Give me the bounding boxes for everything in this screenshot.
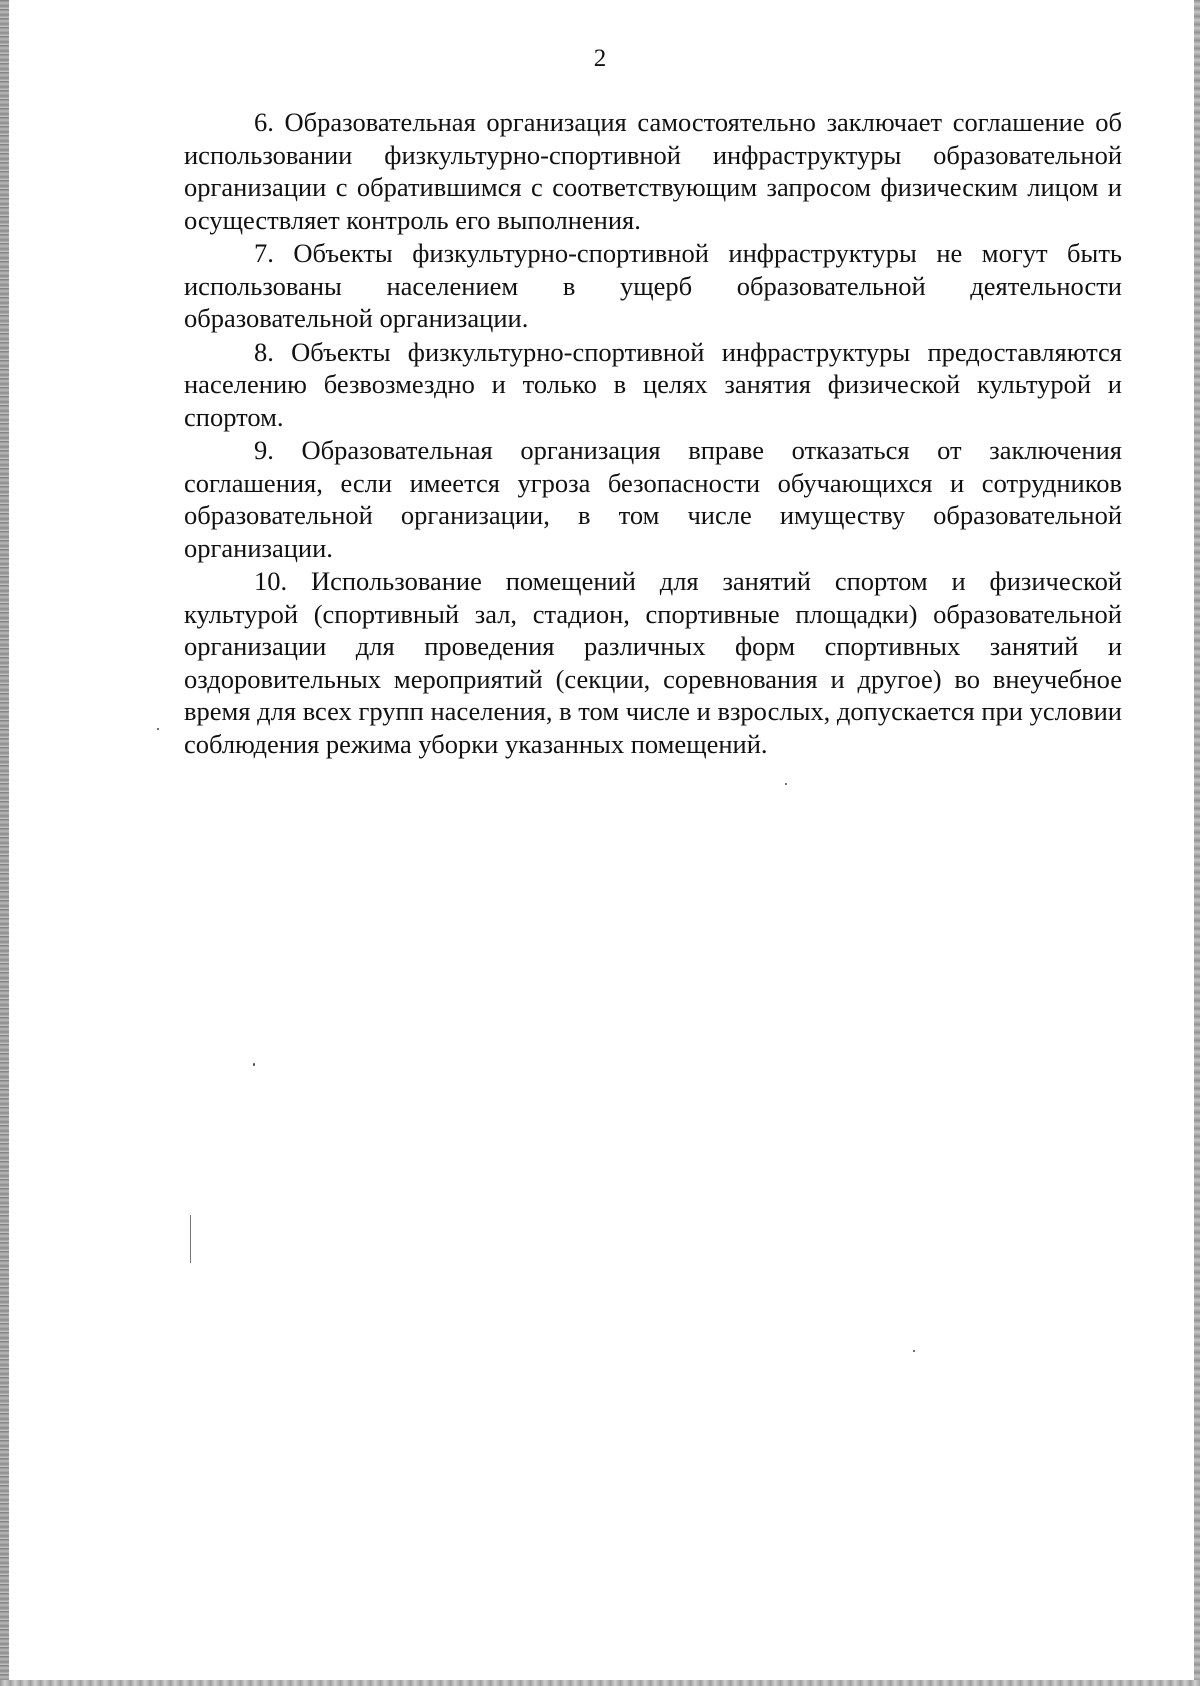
paragraph-6: 6. Образовательная организация самостоятельно заключает соглашение об использовании физкультурно-спортивной инфраструктуры образовательной организации с обратившимся с соответствующим запросом физическим лицом и осуществляет контроль его выполнения. bbox=[184, 107, 1122, 235]
scan-speck bbox=[157, 728, 159, 730]
paragraph-7: 7. Объекты физкультурно-спортивной инфраструктуры не могут быть использованы населением в ущерб образовательной деятельности образовательной организации. bbox=[184, 238, 1122, 333]
paragraph-8: 8. Объекты физкультурно-спортивной инфраструктуры предоставляются населению безвозмездно и только в целях занятия физической культурой и спортом. bbox=[184, 336, 1122, 432]
scan-edge-bottom bbox=[0, 1680, 1200, 1686]
scan-line bbox=[190, 1215, 191, 1263]
scan-edge-left bbox=[0, 0, 9, 1686]
paragraph-9: 9. Образовательная организация вправе отказаться от заключения соглашения, если имеется угроза безопасности обучающихся и сотрудников образовательной организации, в том числе имуществу образовательной организации. bbox=[184, 435, 1122, 563]
scan-edge-right bbox=[1194, 0, 1200, 1686]
paragraph-10: 10. Использование помещений для занятий спортом и физической культурой (спортивный зал, стадион, спортивные площадки) образовательной организации для проведения различных форм спортивных занятий и оздоровительных мероприятий (секции, соревнования и другое) во внеучебное время для всех групп населения, в том числе и взрослых, допускается при условии соблюдения режима уборки указанных помещений. bbox=[184, 566, 1122, 759]
scan-speck bbox=[785, 783, 787, 785]
document-body bbox=[184, 106, 1122, 761]
page-number: 2 bbox=[593, 45, 607, 72]
scan-speck bbox=[913, 1350, 915, 1352]
scan-speck bbox=[253, 1063, 255, 1066]
